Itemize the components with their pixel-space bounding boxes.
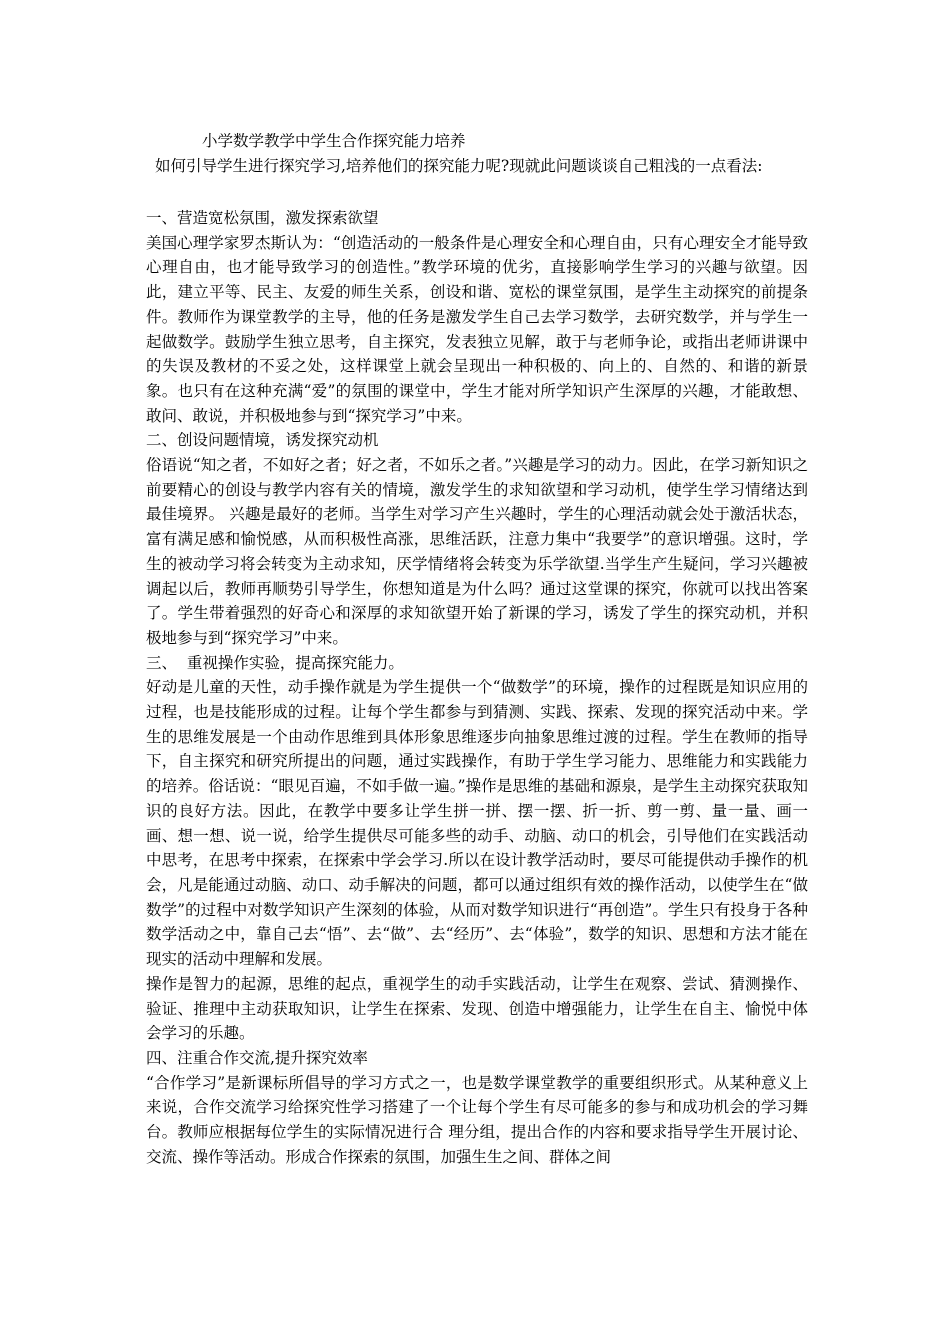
section-paragraph: 好动是儿童的天性，动手操作就是为学生提供一个“做数学”的环境，操作的过程既是知识应用的过程，也是技能形成的过程。让每个学生都参与到猜测、实践、探索、发现的探究活动中来。学生的思维发展是一个由动作思维到具体形象思维逐步向抽象思维过渡的过程。学生在教师的指导下，自主探究和研究所提出的问题，通过实践操作，有助于学生学习能力、思维能力和实践能力的培养。俗话说：“眼见百遍，不如手做一遍。”操作是思维的基础和源泉，是学生主动探究获取知识的良好方法。因此，在教学中要多让学生拼一拼、摆一摆、折一折、剪一剪、量一量、画一画、想一想、说一说，给学生提供尽可能多些的动手、动脑、动口的机会，引导他们在实践活动中思考，在思考中探索，在探索中学会学习.所以在设计教学活动时，要尽可能提供动手操作的机会，凡是能通过动脑、动口、动手解决的问题，都可以通过组织有效的操作活动，以使学生在“做数学”的过程中对数学知识产生深刻的体验，从而对数学知识进行“再创造”。学生只有投身于各种数学活动之中，靠自己去“悟”、去“做”、去“经历”、去“体验”，数学的知识、思想和方法才能在现实的活动中理解和发展。: [146, 678, 808, 969]
section-heading: 三、 重视操作实验，提高探究能力。: [146, 653, 404, 672]
section-paragraph: 俗语说“知之者，不如好之者；好之者，不如乐之者。”兴趣是学习的动力。因此，在学习新知识之前要精心的创设与教学内容有关的情境，激发学生的求知欲望和学习动机，使学生学习情绪达到最佳境界。 兴趣是最好的老师。当学生对学习产生兴趣时，学生的心理活动就会处于激活状态，富有满足感和愉悦感，从而积极性高涨，思维活跃，注意力集中“我要学”的意识增强。这时，学生的被动学习将会转变为主动求知，厌学情绪将会转变为乐学欲望.当学生产生疑问，学习兴趣被调起以后，教师再顺势引导学生，你想知道是为什么吗？通过这堂课的探究，你就可以找出答案了。学生带着强烈的好奇心和深厚的求知欲望开始了新课的学习，诱发了学生的探究动机，并积极地参与到“探究学习”中来。: [146, 456, 808, 647]
document-body: [146, 206, 808, 1169]
section-heading: 二、创设问题情境，诱发探究动机: [146, 431, 379, 450]
document-title: 小学数学教学中学生合作探究能力培养: [202, 132, 466, 150]
intro-paragraph: 如何引导学生进行探究学习,培养他们的探究能力呢?现就此问题谈谈自己粗浅的一点看法:: [155, 157, 763, 175]
section-paragraph: “合作学习”是新课标所倡导的学习方式之一，也是数学课堂教学的重要组织形式。从某种意义上来说，合作交流学习给探究性学习搭建了一个让每个学生有尽可能多的参与和成功机会的学习舞台。教师应根据每位学生的实际情况进行合 理分组，提出合作的内容和要求指导学生开展讨论、交流、操作等活动。形成合作探索的氛围，加强生生之间、群体之间: [146, 1073, 808, 1166]
section-heading: 一、营造宽松氛围，激发探索欲望: [146, 209, 379, 227]
section-paragraph: 美国心理学家罗杰斯认为：“创造活动的一般条件是心理安全和心理自由，只有心理安全才能导致心理自由，也才能导致学习的创造性。”教学环境的优劣，直接影响学生学习的兴趣与欲望。因此，建立平等、民主、友爱的师生关系，创设和谐、宽松的课堂氛围，是学生主动探究的前提条件。教师作为课堂教学的主导，他的任务是激发学生自己去学习数学，去研究数学，并与学生一起做数学。鼓励学生独立思考，自主探究，发表独立见解，敢于与老师争论，或指出老师讲课中的失误及教材的不妥之处，这样课堂上就会呈现出一种积极的、向上的、自然的、和谐的新景象。也只有在这种充满“爱”的氛围的课堂中，学生才能对所学知识产生深厚的兴趣，才能敢想、敢问、敢说，并积极地参与到“探究学习”中来。: [146, 233, 808, 425]
section-paragraph: 操作是智力的起源，思维的起点，重视学生的动手实践活动，让学生在观察、尝试、猜测操作、验证、推理中主动获取知识，让学生在探索、发现、创造中增强能力，让学生在自主、愉悦中体会学习的乐趣。: [146, 974, 808, 1043]
section-heading: 四、注重合作交流,提升探究效率: [146, 1048, 368, 1067]
